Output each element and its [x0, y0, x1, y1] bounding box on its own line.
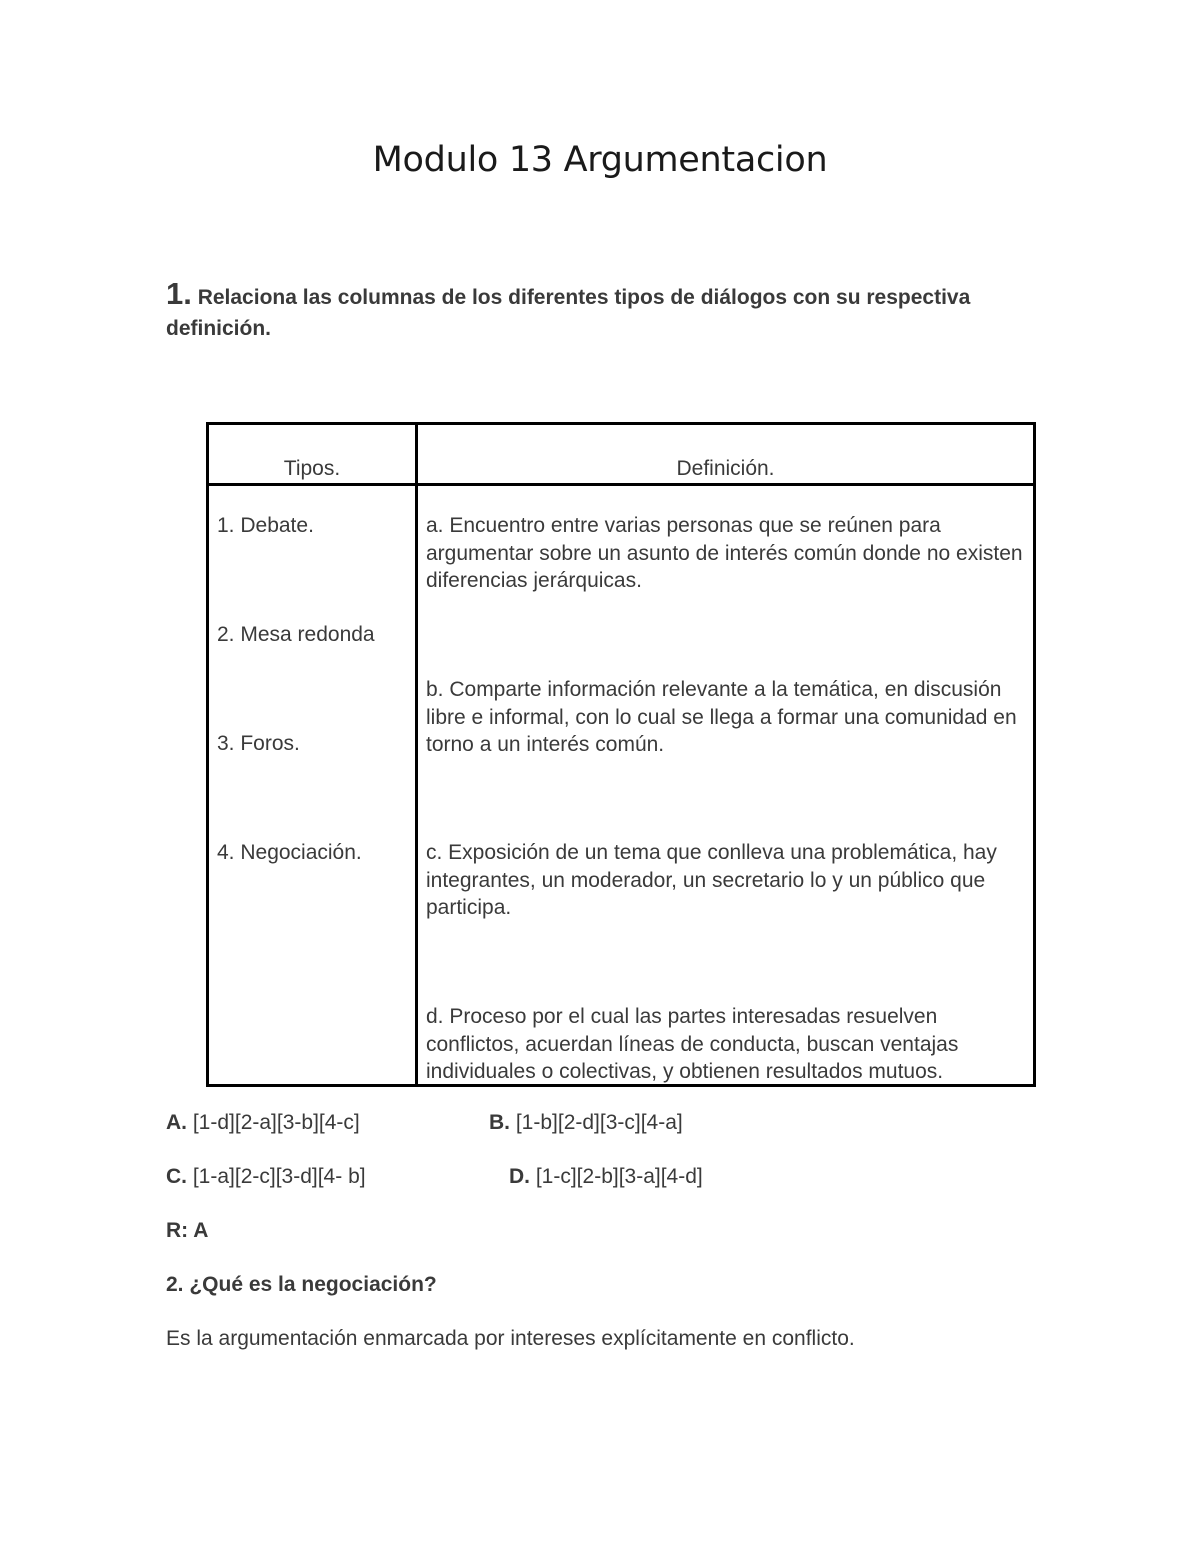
definition-item: d. Proceso por el cual las partes interesadas resuelven conflictos, acuerdan líneas de conducta, buscan ventajas individuales o colectivas, y obtienen resultados mutuos.: [426, 1005, 959, 1083]
option-c: [166, 1165, 366, 1189]
table-header-definicion: Definición.: [417, 424, 1035, 485]
option-value: [1-c][2-b][3-a][4-d]: [535, 1165, 703, 1188]
option-label: A.: [166, 1111, 187, 1134]
option-a: [166, 1111, 360, 1135]
type-item: 3. Foros.: [217, 732, 300, 755]
option-label: D.: [509, 1165, 530, 1188]
type-item: 4. Negociación.: [217, 841, 362, 864]
type-item: 1. Debate.: [217, 514, 314, 537]
answer-1: R: A: [166, 1219, 209, 1242]
definition-item: a. Encuentro entre varias personas que se reúnen para argumentar sobre un asunto de interés común donde no existen diferencias jerárquicas.: [426, 514, 1023, 592]
definition-item: c. Exposición de un tema que conlleva una problemática, hay integrantes, un moderador, un secretario lo y un público que participa.: [426, 841, 997, 919]
page-title: Modulo 13 Argumentacion: [372, 140, 828, 180]
question-2: 2. ¿Qué es la negociación?: [166, 1273, 437, 1296]
definition-item: b. Comparte información relevante a la temática, en discusión libre e informal, con lo cual se llega a formar una comunidad en torno a un interés común.: [426, 678, 1017, 756]
table-header-tipos: Tipos.: [208, 424, 417, 485]
option-value: [1-b][2-d][3-c][4-a]: [515, 1111, 683, 1134]
option-label: C.: [166, 1165, 187, 1188]
question-1-text: Relaciona las columnas de los diferentes tipos de diálogos con su respectiva definición.: [166, 286, 971, 340]
types-column: [208, 485, 417, 1086]
type-item: 2. Mesa redonda: [217, 623, 375, 646]
question-2-answer: Es la argumentación enmarcada por intereses explícitamente en conflicto.: [166, 1327, 855, 1350]
question-1-number: 1.: [166, 276, 192, 311]
option-value: [1-a][2-c][3-d][4- b]: [192, 1165, 366, 1188]
option-d: [509, 1165, 703, 1189]
option-label: B.: [489, 1111, 510, 1134]
definitions-column: [417, 485, 1035, 1086]
option-value: [1-d][2-a][3-b][4-c]: [192, 1111, 360, 1134]
option-b: [489, 1111, 683, 1135]
question-1: [166, 278, 1026, 344]
matching-table: [206, 422, 1036, 1087]
